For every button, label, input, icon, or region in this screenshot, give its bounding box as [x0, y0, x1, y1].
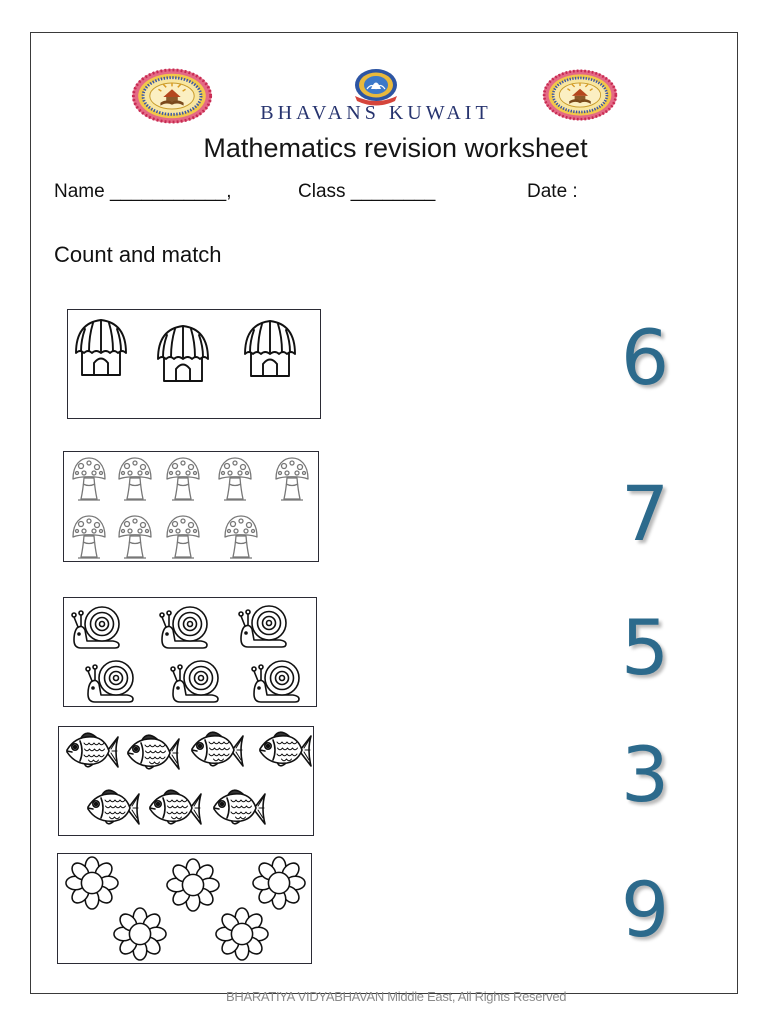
- hut-icon: [242, 319, 298, 379]
- mushroom-icon: [217, 457, 253, 501]
- date-field: Date :: [527, 181, 578, 202]
- picture-box-huts: [67, 309, 321, 419]
- bhavans-emblem-icon: [348, 68, 404, 106]
- picture-box-snails: [63, 597, 317, 707]
- name-field: Name ___________,: [54, 181, 232, 202]
- mushroom-icon: [117, 457, 153, 501]
- fish-icon: [64, 729, 120, 773]
- mushroom-icon: [165, 515, 201, 559]
- flower-icon: [252, 856, 306, 910]
- class-field: Class ________: [298, 181, 436, 202]
- fish-icon: [257, 728, 313, 772]
- mushroom-icon: [274, 457, 310, 501]
- school-seal-icon: [131, 68, 213, 124]
- snail-icon: [69, 602, 121, 650]
- match-number: 9: [620, 865, 670, 954]
- mushroom-icon: [223, 515, 259, 559]
- hut-icon: [155, 324, 211, 384]
- flower-icon: [113, 907, 167, 961]
- flower-icon: [215, 907, 269, 961]
- fish-icon: [85, 786, 141, 830]
- hut-icon: [73, 318, 129, 378]
- match-number: 5: [620, 603, 670, 692]
- snail-icon: [168, 656, 220, 704]
- snail-icon: [83, 656, 135, 704]
- snail-icon: [157, 602, 209, 650]
- fish-icon: [125, 731, 181, 775]
- picture-box-flowers: [57, 853, 312, 964]
- snail-icon: [249, 656, 301, 704]
- school-name: BHAVANS KUWAIT: [260, 102, 492, 124]
- match-number: 3: [620, 730, 670, 819]
- instruction-text: Count and match: [54, 242, 222, 267]
- mushroom-icon: [117, 515, 153, 559]
- picture-box-fish: [58, 726, 314, 836]
- snail-icon: [236, 601, 288, 649]
- flower-icon: [166, 858, 220, 912]
- footer-copyright: BHARATIYA VIDYABHAVAN Middle East, All Rights Reserved: [226, 989, 567, 1004]
- fish-icon: [211, 786, 267, 830]
- school-seal-icon: [542, 69, 618, 121]
- mushroom-icon: [71, 457, 107, 501]
- picture-box-mushrooms: [63, 451, 319, 562]
- match-number: 6: [620, 313, 670, 402]
- fish-icon: [147, 786, 203, 830]
- mushroom-icon: [165, 457, 201, 501]
- match-number: 7: [620, 469, 670, 558]
- flower-icon: [65, 856, 119, 910]
- worksheet-title: Mathematics revision worksheet: [203, 133, 588, 163]
- mushroom-icon: [71, 515, 107, 559]
- fish-icon: [189, 728, 245, 772]
